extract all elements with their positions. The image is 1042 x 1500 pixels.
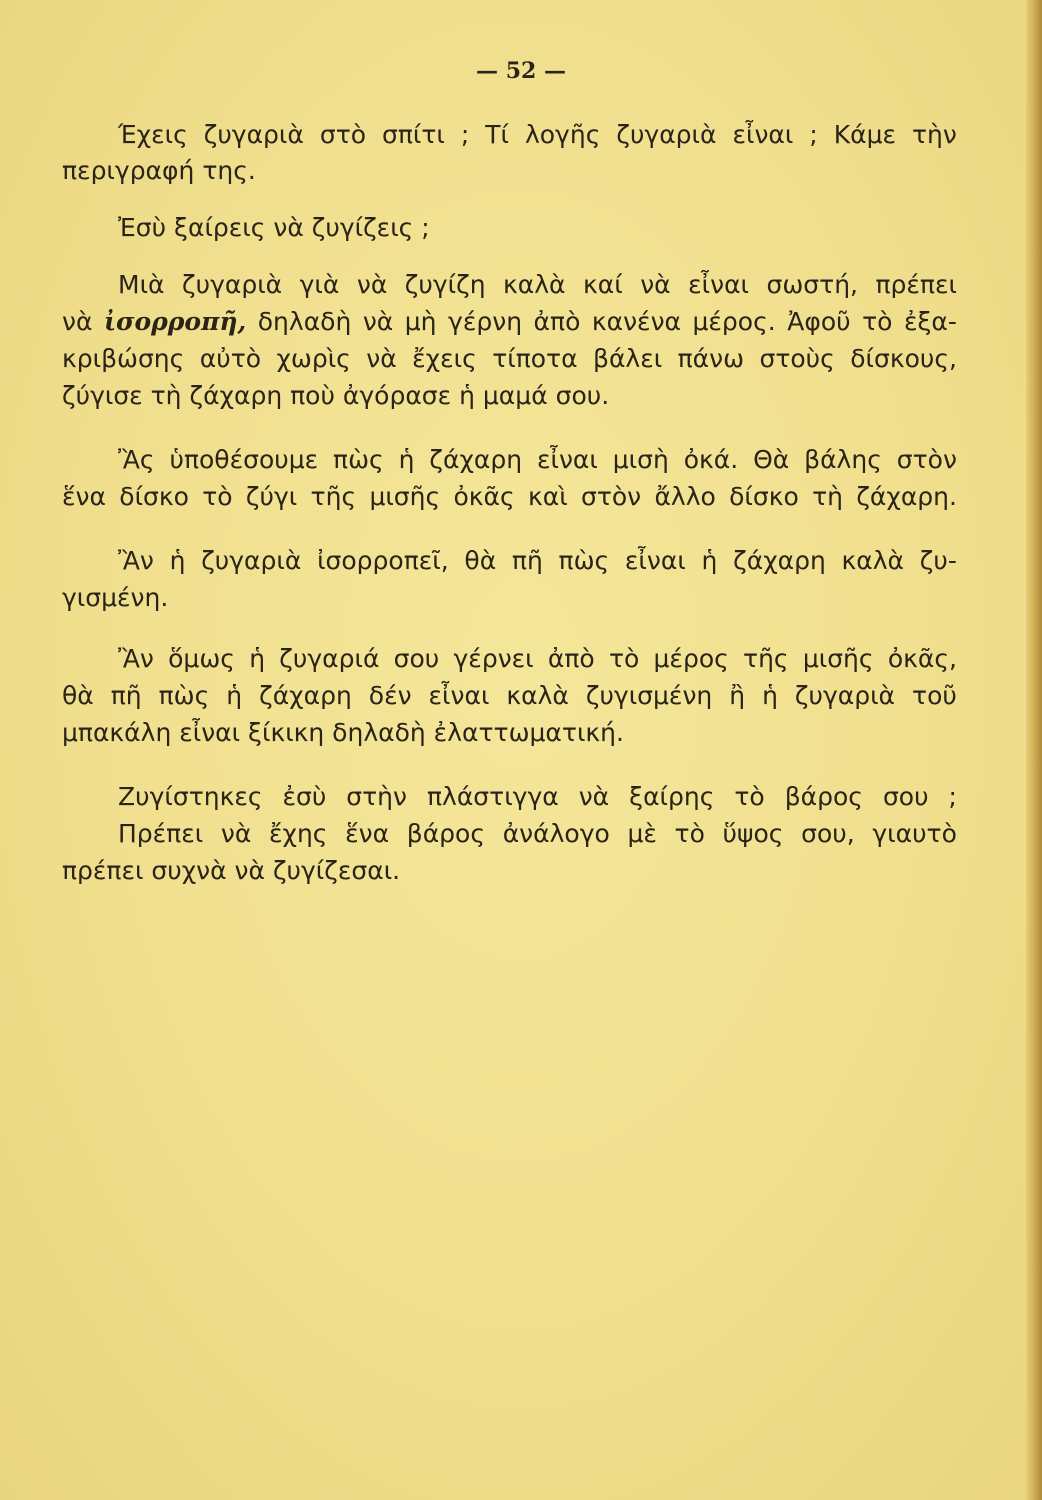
- word: σωστή,: [766, 270, 858, 299]
- word: ἡ: [762, 681, 778, 710]
- word: ὅμως: [168, 644, 235, 673]
- word: πῆ: [110, 681, 142, 710]
- word: ὑποθέσουμε: [169, 445, 319, 474]
- page-edge: [1026, 0, 1042, 1500]
- word: βάλει: [593, 344, 663, 373]
- word: τὸ: [202, 482, 233, 511]
- word: καλὰ: [506, 681, 569, 710]
- word: ζυγαριὰ: [794, 681, 896, 710]
- word: ἢ: [729, 681, 746, 710]
- word: εἶναι: [536, 445, 598, 474]
- word: δηλαδὴ: [257, 307, 352, 336]
- text-line: Ἐσὺ ξαίρεις νὰ ζυγίζεις ;: [118, 213, 430, 242]
- word: στοὺς: [759, 344, 835, 373]
- word: ἡ: [169, 546, 186, 575]
- word: τὸ: [734, 782, 765, 811]
- word: ὀκᾶς,: [887, 644, 957, 673]
- word: τίποτα: [492, 344, 578, 373]
- word: τῆς: [310, 482, 357, 511]
- word: ζάχαρη: [733, 546, 826, 575]
- word: ἡ: [226, 681, 243, 710]
- word: ζυγαριά: [279, 644, 380, 673]
- word: ζύγι: [245, 482, 298, 511]
- word: κανένα: [591, 307, 682, 336]
- word: ζυγαριὰ: [201, 546, 302, 575]
- word: νὰ: [640, 270, 671, 299]
- word: στὸν: [896, 445, 957, 474]
- word: Ἂν: [118, 644, 154, 673]
- word: καλὰ: [841, 546, 905, 575]
- word: πὼς: [558, 546, 610, 575]
- word: μὲ: [627, 819, 657, 848]
- word: Ἂν: [118, 546, 154, 575]
- word: νὰ: [578, 782, 610, 811]
- word: νὰ: [356, 270, 388, 299]
- word: δέν: [368, 681, 412, 710]
- word: μισῆς: [369, 482, 441, 511]
- word: ;: [460, 120, 470, 149]
- word: βάρος: [784, 782, 863, 811]
- word: ἀπὸ: [547, 644, 595, 673]
- word: στὸν: [580, 482, 642, 511]
- word: σου: [393, 644, 440, 673]
- word: ἰσορροπεῖ,: [317, 546, 449, 575]
- text-line: [62, 683, 957, 708]
- word: σου: [882, 782, 929, 811]
- word: Θὰ: [753, 445, 790, 474]
- word: ζυγίζη: [404, 270, 486, 299]
- word: Πρέπει: [118, 819, 204, 848]
- word: εἶναι: [688, 270, 750, 299]
- word: τὴν: [912, 120, 957, 149]
- text-line: περιγραφή της.: [62, 156, 256, 185]
- text-line: γισμένη.: [62, 583, 169, 612]
- text-line: [118, 548, 957, 573]
- word: μισῆς: [802, 644, 874, 673]
- word: μὴ: [404, 307, 437, 336]
- word: ἄλλο: [654, 482, 716, 511]
- word: Ζυγίστηκες: [118, 782, 263, 811]
- word: νὰ: [62, 307, 93, 336]
- text-line: [118, 646, 957, 671]
- word: καί: [583, 270, 623, 299]
- word: Έχεις: [118, 120, 188, 149]
- word: τὸ: [674, 819, 705, 848]
- word: θὰ: [464, 546, 497, 575]
- word: χωρὶς: [276, 344, 351, 373]
- word: πῆ: [511, 546, 543, 575]
- word: ἡ: [249, 644, 266, 673]
- word: ἡ: [701, 546, 718, 575]
- word: ζάχαρη: [429, 445, 523, 474]
- word: εἶναι: [732, 120, 794, 149]
- word: ἀνάλογο: [502, 819, 610, 848]
- word: ἕνα: [345, 819, 390, 848]
- word: Ἀφοῦ: [787, 307, 851, 336]
- word: τὴ: [812, 482, 843, 511]
- word: δίσκο: [729, 482, 799, 511]
- word: ξαίρης: [629, 782, 715, 811]
- page-number: — 52 —: [476, 58, 566, 84]
- word: ἔχεις: [412, 344, 477, 373]
- word: εἶναι: [428, 681, 490, 710]
- word: μέρος.: [692, 307, 776, 336]
- word: σπίτι: [382, 120, 445, 149]
- text-line: [118, 122, 957, 147]
- text-line: [118, 821, 957, 846]
- word: τὸ: [862, 307, 893, 336]
- word: πὼς: [333, 445, 384, 474]
- word: ὀκᾶς: [453, 482, 515, 511]
- text-line: [62, 346, 957, 371]
- word: ὕψος: [722, 819, 784, 848]
- word: τὸ: [608, 644, 640, 673]
- text-line: πρέπει συχνὰ νὰ ζυγίζεσαι.: [62, 856, 401, 885]
- word: Μιὰ: [118, 270, 165, 299]
- word: εἶναι: [624, 546, 686, 575]
- word: δίσκο: [119, 482, 189, 511]
- word: ἕνα: [62, 482, 106, 511]
- word: ὀκά.: [683, 445, 739, 474]
- word: γέρνη: [448, 307, 523, 336]
- word: πὼς: [158, 681, 210, 710]
- word: ἡ: [398, 445, 415, 474]
- text-line: [118, 447, 957, 472]
- word: ἔχης: [268, 819, 328, 848]
- text-line: [62, 309, 957, 334]
- word: κριβώσης: [62, 344, 185, 373]
- word: ζυ-: [919, 546, 957, 575]
- word: μέρος: [653, 644, 729, 673]
- word: ἐξα-: [903, 307, 957, 336]
- word: ζυγισμένη: [585, 681, 713, 710]
- word: Κάμε: [833, 120, 897, 149]
- word: αὐτὸ: [199, 344, 262, 373]
- text-line: [118, 272, 957, 297]
- word: βάρος: [406, 819, 486, 848]
- word: θὰ: [62, 681, 94, 710]
- word: στὸ: [319, 120, 367, 149]
- word: στὴν: [346, 782, 407, 811]
- word: ζάχαρη: [259, 681, 352, 710]
- word: βάλης: [804, 445, 882, 474]
- word: ἐσὺ: [282, 782, 327, 811]
- word: καλὰ: [503, 270, 566, 299]
- word: ζάχαρη.: [856, 482, 957, 511]
- word: Ἂς: [118, 445, 155, 474]
- word: πάνω: [677, 344, 745, 373]
- word: λογῆς: [524, 120, 601, 149]
- word: ζυγαριὰ: [203, 120, 304, 149]
- word: καὶ: [527, 482, 568, 511]
- word: ζυγαριὰ: [182, 270, 283, 299]
- word: δίσκους,: [850, 344, 957, 373]
- word: ζυγαριὰ: [616, 120, 717, 149]
- text-line: ζύγισε τὴ ζάχαρη ποὺ ἀγόρασε ἡ μαμά σου.: [62, 381, 610, 410]
- word: τοῦ: [912, 681, 957, 710]
- word: ;: [809, 120, 818, 149]
- text-line: [118, 784, 957, 809]
- word: ἰσορροπῆ,: [103, 307, 247, 336]
- word: πρέπει: [875, 270, 957, 299]
- word: γέρνει: [453, 644, 534, 673]
- word: τῆς: [743, 644, 789, 673]
- text-line: [62, 484, 957, 509]
- word: νὰ: [362, 307, 394, 336]
- word: νὰ: [366, 344, 397, 373]
- word: ;: [948, 782, 957, 811]
- word: νὰ: [220, 819, 252, 848]
- text-line: μπακάλη εἶναι ξίκικη δηλαδὴ ἐλαττωματική.: [62, 718, 624, 747]
- word: γιὰ: [299, 270, 340, 299]
- word: σου,: [801, 819, 855, 848]
- word: μισὴ: [612, 445, 669, 474]
- word: ἀπὸ: [533, 307, 581, 336]
- word: Τί: [485, 120, 509, 149]
- word: πλάστιγγα: [426, 782, 559, 811]
- word: γιαυτὸ: [872, 819, 957, 848]
